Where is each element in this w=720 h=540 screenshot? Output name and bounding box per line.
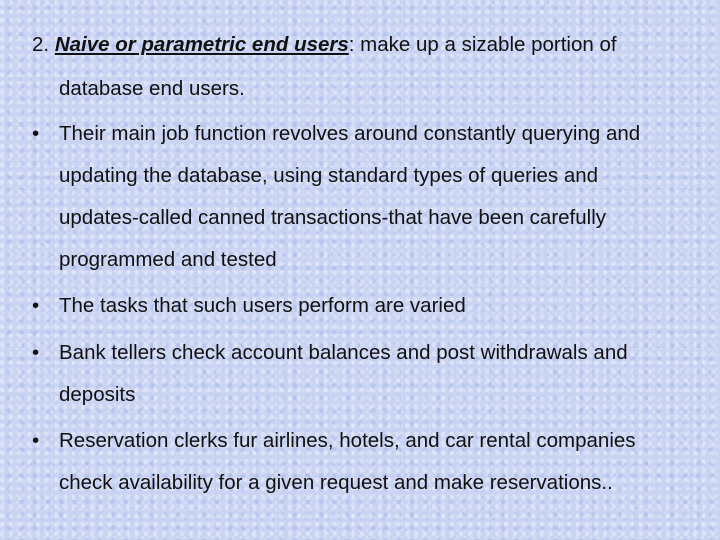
bullet-4-line-2: check availability for a given request and make reservations.. <box>59 471 613 494</box>
bullet-2-line-1: The tasks that such users perform are varied <box>59 294 466 317</box>
heading-number: 2. <box>32 33 50 56</box>
heading-line-2: database end users. <box>59 77 245 100</box>
bullet-1-line-2: updating the database, using standard types of queries and <box>59 164 599 187</box>
bullet-4-line-1: Reservation clerks fur airlines, hotels, and car rental companies <box>59 429 636 452</box>
bullet-1-line-4: programmed and tested <box>59 248 277 271</box>
bullet-3-line-2: deposits <box>59 383 136 406</box>
bullet-3-line-1: Bank tellers check account balances and post withdrawals and <box>59 341 628 364</box>
bullet-marker: • <box>32 341 40 364</box>
heading-line-1 <box>32 33 617 57</box>
bullet-1-line-3: updates-called canned transactions-that have been carefully <box>59 206 607 229</box>
bullet-marker: • <box>32 294 40 317</box>
bullet-1-line-1: Their main job function revolves around constantly querying and <box>59 122 641 145</box>
heading-rest: : make up a sizable portion of <box>348 33 617 56</box>
bullet-marker: • <box>32 122 40 145</box>
heading-term: Naive or parametric end users <box>54 33 349 56</box>
bullet-marker: • <box>32 429 40 452</box>
